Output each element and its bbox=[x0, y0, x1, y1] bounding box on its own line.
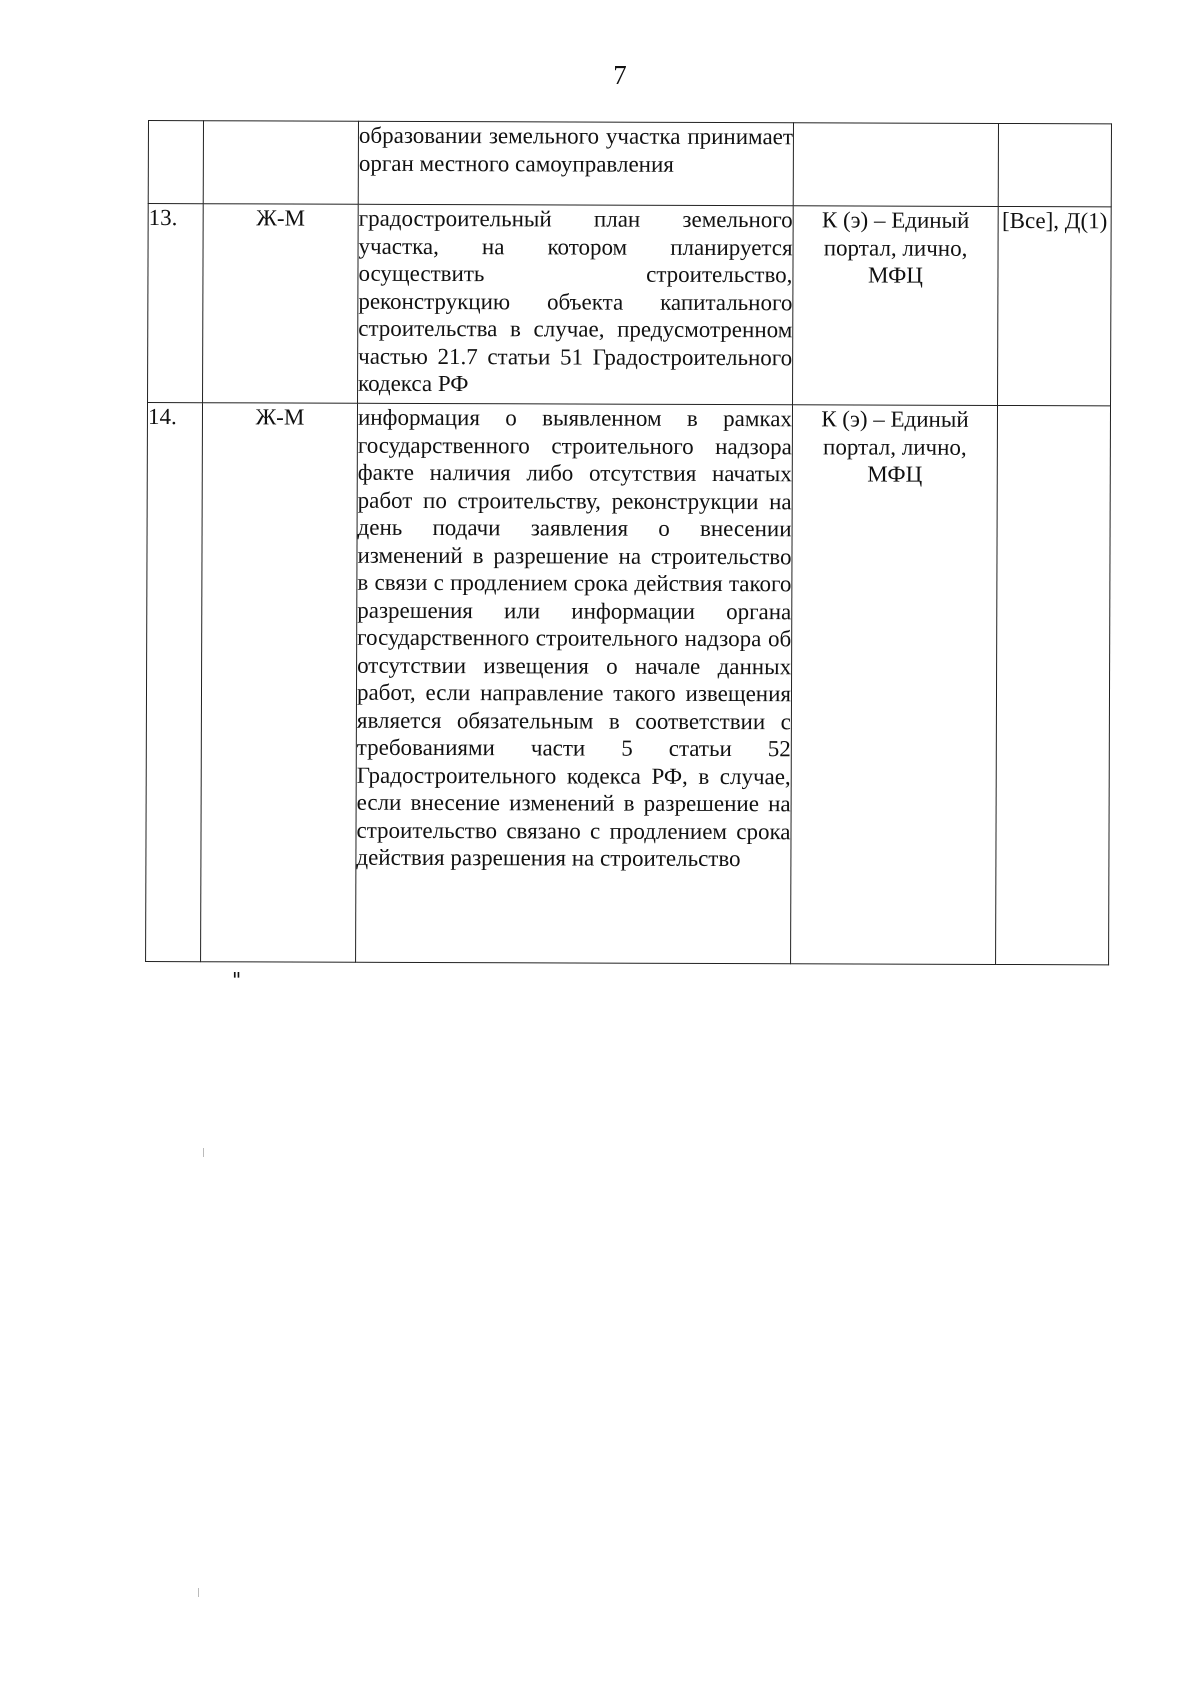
row-conditions-cell: [Все], Д(1) bbox=[998, 206, 1112, 405]
row-number-cell bbox=[148, 121, 203, 204]
row-conditions-cell bbox=[998, 123, 1111, 206]
document-table bbox=[145, 120, 1112, 965]
row-conditions-cell bbox=[996, 405, 1111, 964]
row-code-cell: Ж-М bbox=[203, 204, 359, 404]
row-description-cell: градостроительный план земельного участка, на котором планируется осуществить строительство, реконструкцию объекта капитального строительства в случае, предусмотренном частью 21.7 статьи 51 Градостроительного кодекса РФ bbox=[358, 204, 794, 405]
page-number: 7 bbox=[613, 60, 627, 90]
row-channels-cell: К (э) – Единый портал, лично, МФЦ bbox=[791, 405, 998, 965]
scan-artifact-mark bbox=[203, 1148, 204, 1157]
row-number-cell: 14. bbox=[146, 403, 203, 962]
table-row bbox=[146, 403, 1111, 965]
scan-artifact-mark bbox=[198, 1588, 199, 1597]
closing-quote-mark: " bbox=[232, 968, 242, 992]
row-description-cell: информация о выявленном в рамках государственного строительного надзора факте наличия либо отсутствия начатых работ по строительству, реконструкции на день подачи заявления о внесении изменений в разрешение на строительство в связи с продлением срока действия такого разрешения или информации органа государственного строительного надзора об отсутствии извещения о начале данных работ, если направление такого извещения является обязательным в соответствии с требованиями части 5 статьи 52 Градостроительного кодекса РФ, в случае, если внесение изменений в разрешение на строительство связано с продлением срока действия разрешения на строительство bbox=[356, 403, 793, 964]
table-row bbox=[148, 204, 1112, 406]
row-channels-cell: К (э) – Единый портал, лично, МФЦ bbox=[793, 206, 999, 406]
row-channels-cell bbox=[793, 123, 998, 207]
row-code-cell bbox=[203, 121, 358, 205]
table-row bbox=[148, 121, 1111, 207]
row-code-cell: Ж-М bbox=[201, 403, 358, 963]
row-number-cell: 13. bbox=[148, 204, 204, 403]
row-description-cell: образовании земельного участка принимает орган местного самоуправления bbox=[358, 121, 793, 206]
